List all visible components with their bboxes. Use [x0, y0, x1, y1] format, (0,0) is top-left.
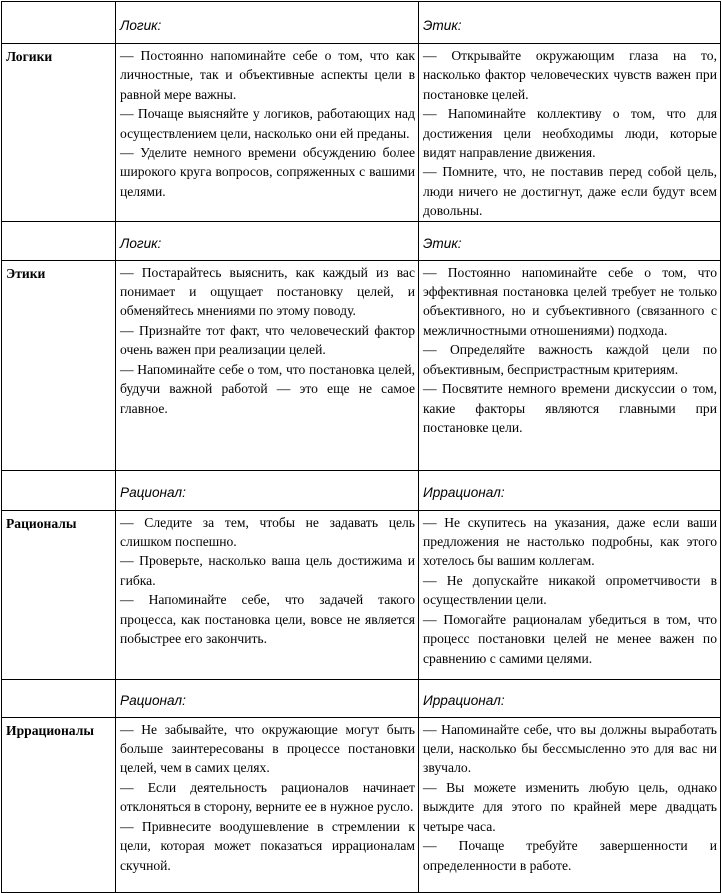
header-right: Этик: [419, 2, 721, 44]
group-label: Этики [2, 260, 116, 470]
advice-cell-left [116, 510, 419, 679]
advice-item: — Напоминайте себе о том, что постановка целей, будучи важной работой — это еще не самое главное. [120, 361, 415, 416]
advice-item: — Следите за тем, чтобы не задавать цель слишком поспешно. [120, 514, 415, 550]
section-header-row [2, 679, 721, 717]
advice-item: — Вы можете изменить любую цель, однако выждите для этого по крайней мере двадцать четыре часа. [423, 779, 717, 834]
header-right: Иррационал: [419, 679, 721, 717]
advice-table [1, 1, 721, 893]
advice-item: — Не забывайте, что окружающие могут быть больше заинтересованы в процессе постановки целей, чем в самих целях. [120, 721, 415, 776]
header-left: Логик: [116, 221, 419, 260]
advice-item: — Помогайте рационалам убедиться в том, что процесс постановки целей не менее важен по сравнению с самими целями. [423, 611, 717, 666]
header-left: Рационал: [116, 470, 419, 510]
header-empty-cell [2, 679, 116, 717]
section-body-row [2, 260, 721, 470]
section-body-row [2, 717, 721, 892]
advice-cell-left [116, 260, 419, 470]
advice-item: — Привнесите воодушевление в стремлении к цели, которая может показаться иррационалам скучной. [120, 818, 415, 873]
header-empty-cell [2, 470, 116, 510]
advice-item: — Постарайтесь выяснить, как каждый из вас понимает и ощущает постановку целей, и обменяйтесь мнениями по этому поводу. [120, 264, 415, 319]
advice-item: — Постоянно напоминайте себе о том, что как личностные, так и объективные аспекты цели в равной мере важны. [120, 48, 415, 102]
header-right: Иррационал: [419, 470, 721, 510]
header-right: Этик: [419, 221, 721, 260]
advice-cell-right [419, 510, 721, 679]
section-header-row [2, 2, 721, 44]
advice-item: — Если деятельность рационалов начинает отклоняться в сторону, верните ее в нужное русло. [120, 779, 415, 815]
header-empty-cell [2, 221, 116, 260]
section-body-row [2, 44, 721, 222]
group-label: Логики [2, 44, 116, 222]
advice-cell-left [116, 44, 419, 222]
header-left: Логик: [116, 2, 419, 44]
advice-item: — Уделите немного времени обсуждению более широкого круга вопросов, сопряженных с вашими целями. [120, 145, 415, 199]
advice-cell-right [419, 260, 721, 470]
advice-cell-right [419, 717, 721, 892]
advice-item: — Напоминайте себе, что задачей такого процесса, как постановка цели, вовсе не является побыстрее его закончить. [120, 592, 415, 647]
group-label: Иррационалы [2, 717, 116, 892]
advice-cell-right [419, 44, 721, 222]
advice-item: — Проверьте, насколько ваша цель достижима и гибка. [120, 553, 415, 588]
advice-item: — Помните, что, не поставив перед собой цель, люди ничего не достигнут, даже если будут всем довольны. [423, 164, 717, 219]
group-label: Рационалы [2, 510, 116, 679]
advice-item: — Постоянно напоминайте себе о том, что эффективная постановка целей требует не только объективного, но и субъективного (связанного с межличностными отношениями) подхода. [423, 264, 717, 338]
header-left: Рационал: [116, 679, 419, 717]
section-body-row [2, 510, 721, 679]
header-empty-cell [2, 2, 116, 44]
advice-item: — Не допускайте никакой опрометчивости в осуществлении цели. [423, 572, 717, 608]
advice-cell-left [116, 717, 419, 892]
advice-item: — Открывайте окружающим глаза на то, насколько фактор человеческих чувств важен при постановке целей. [423, 48, 717, 102]
advice-item: — Не скупитесь на указания, даже если ваши предложения не настолько подробны, как этого хотелось бы вашим коллегам. [423, 514, 717, 569]
advice-item: — Признайте тот факт, что человеческий фактор очень важен при реализации целей. [120, 322, 415, 358]
advice-item: — Напоминайте коллективу о том, что для достижения цели необходимы люди, которые видят направление движения. [423, 106, 717, 161]
section-header-row [2, 470, 721, 510]
advice-item: — Почаще выясняйте у логиков, работающих над осуществлением цели, насколько они ей преданы. [120, 106, 415, 141]
advice-item: — Напоминайте себе, что вы должны выработать цели, насколько бы бессмысленно это для вас ни звучало. [423, 721, 717, 776]
advice-item: — Почаще требуйте завершенности и определенности в работе. [423, 838, 717, 873]
section-header-row [2, 221, 721, 260]
advice-item: — Определяйте важность каждой цели по объективным, беспристрастным критериям. [423, 342, 717, 377]
advice-item: — Посвятите немного времени дискуссии о том, какие факторы являются главными при постановке цели. [423, 381, 717, 435]
